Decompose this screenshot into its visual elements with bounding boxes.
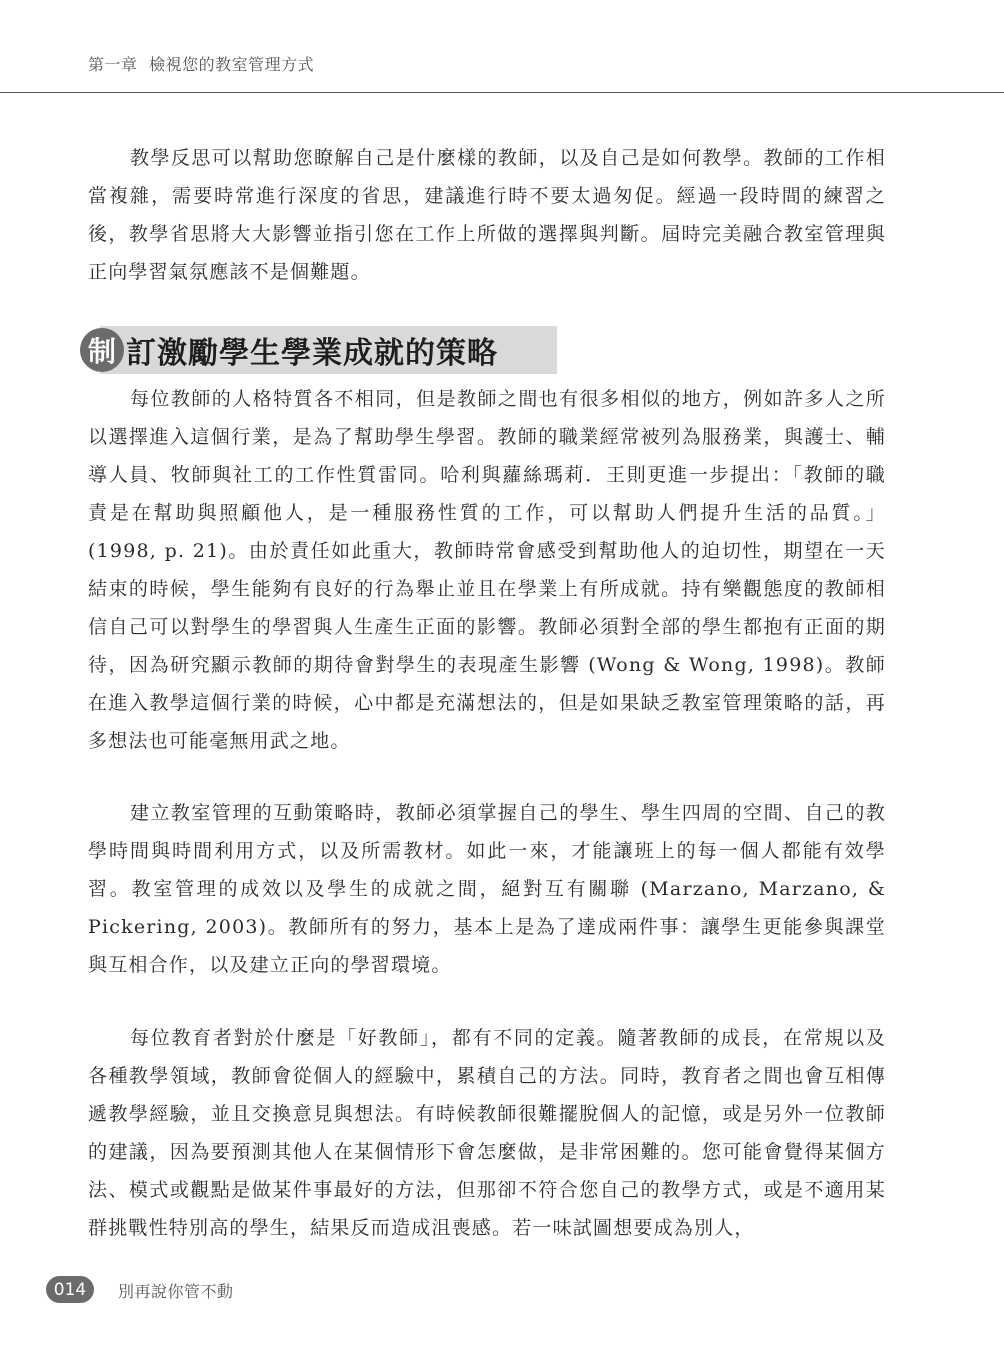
heading-text: 訂激勵學生學業成就的策略 (126, 336, 498, 371)
header-divider (0, 92, 1004, 93)
heading-first-char-badge: 制 (80, 328, 124, 372)
book-title: 別再說你管不動 (118, 1282, 234, 1301)
paragraph-good-teacher: 每位教育者對於什麼是「好教師」，都有不同的定義。隨著教師的成長，在常規以及各種教學領域，教師會從個人的經驗中，累積自己的方法。同時，教育者之間也會互相傳遞教學經驗，並且交換意見與想法。有時候教師很難擺脫個人的記憶，或是另外一位教師的建議，因為要預測其他人在某個情形下會怎麼做，是非常困難的。您可能會覺得某個方法、模式或觀點是做某件事最好的方法，但那卻不符合您自己的教學方式，或是不適用某群挑戰性特別高的學生，結果反而造成沮喪感。若一味試圖想要成為別人， (88, 1027, 886, 1239)
section-heading (80, 326, 498, 374)
paragraph-reflection: 教學反思可以幫助您瞭解自己是什麼樣的教師，以及自己是如何教學。教師的工作相當複雜，需要時常進行深度的省思，建議進行時不要太過匆促。經過一段時間的練習之後，教學省思將大大影響並指引您在工作上所做的選擇與判斷。屆時完美融合教室管理與正向學習氣氛應該不是個難題。 (88, 147, 886, 283)
running-header (88, 52, 314, 75)
page-number: 014 (46, 1276, 94, 1303)
paragraph-interaction-strategy: 建立教室管理的互動策略時，教師必須掌握自己的學生、學生四周的空間、自己的教學時間與時間利用方式，以及所需教材。如此一來，才能讓班上的每一個人都能有效學習。教室管理的成效以及學生的成就之間，絕對互有關聯 (Marzano, Marzano, & Pickering, 2003)。教師所有的努力，基本上是為了達成兩件事：讓學生更能參與課堂與互相合作，以及建立正向的學習環境。 (88, 802, 886, 976)
paragraph-teacher-traits: 每位教師的人格特質各不相同，但是教師之間也有很多相似的地方，例如許多人之所以選擇進入這個行業，是為了幫助學生學習。教師的職業經常被列為服務業，與護士、輔導人員、牧師與社工的工作性質雷同。哈利與蘿絲瑪莉．王則更進一步提出：「教師的職責是在幫助與照顧他人，是一種服務性質的工作，可以幫助人們提升生活的品質。」(1998, p. 21)。由於責任如此重大，教師時常會感受到幫助他人的迫切性，期望在一天結束的時候，學生能夠有良好的行為舉止並且在學業上有所成就。持有樂觀態度的教師相信自己可以對學生的學習與人生產生正面的影響。教師必須對全部的學生都抱有正面的期待，因為研究顯示教師的期待會對學生的表現產生影響 (Wong & Wong, 1998)。教師在進入教學這個行業的時候，心中都是充滿想法的，但是如果缺乏教室管理策略的話，再多想法也可能毫無用武之地。 (88, 388, 886, 752)
chapter-label: 第一章 (88, 55, 138, 74)
chapter-title: 檢視您的教室管理方式 (149, 55, 315, 74)
